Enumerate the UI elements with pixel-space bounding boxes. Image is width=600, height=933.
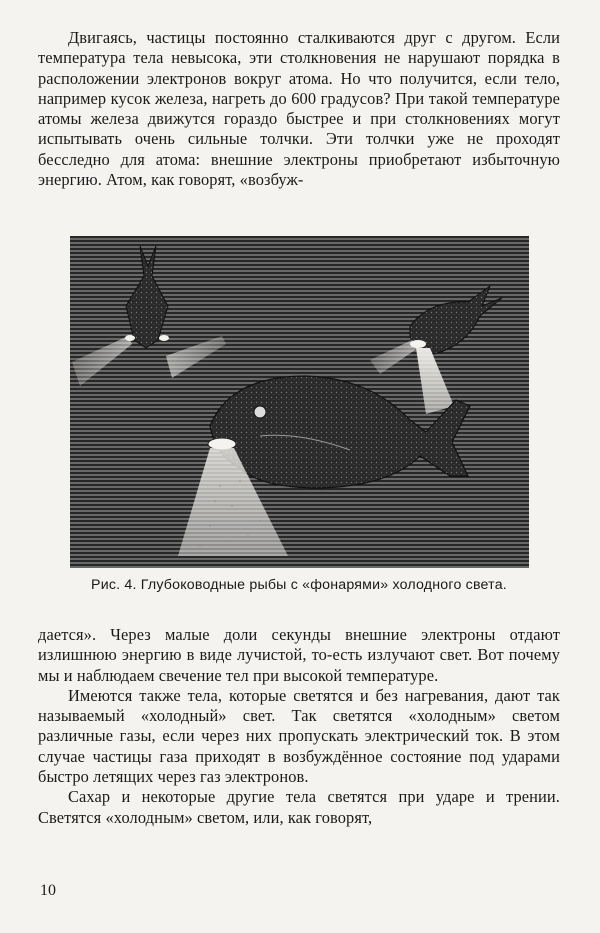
deep-sea-fish-illustration xyxy=(70,236,529,568)
figure-caption: Рис. 4. Глубоководные рыбы с «фонарями» холодного света. xyxy=(91,577,507,593)
text-block-bottom xyxy=(38,625,560,828)
paragraph: Двигаясь, частицы постоянно сталкиваются друг с другом. Если температура тела невысока, эти столкновения не нарушают порядка в расположении электронов вокруг атома. Но что получится, если тело, например кусок железа, нагреть до 600 градусов? При такой температуре атомы железа движутся гораздо быстрее и при столкновениях могут испытывать очень сильные толчки. Эти толчки уже не проходят бесследно для атома: внешние электроны приобретают избыточную энергию. Атом, как говорят, «возбуж- xyxy=(38,28,560,190)
paragraph: дается». Через малые доли секунды внешние электроны отдают излишнюю энергию в виде лучистой, то-есть излучают свет. Вот почему мы и наблюдаем свечение тел при высокой температуре. xyxy=(38,625,560,685)
paragraph: Имеются также тела, которые светятся и без нагревания, дают так называемый «холодный» свет. Так светятся «холодным» светом различные газы, если через них пропускать электрический ток. В этом случае частицы газа приходят в возбуждённое состояние под ударами быстро летящих через газ электронов. xyxy=(38,685,560,787)
paragraph: Сахар и некоторые другие тела светятся при ударе и трении. Светятся «холодным» светом, или, как говорят, xyxy=(38,787,560,827)
figure-illustration xyxy=(70,236,529,568)
text-block-top xyxy=(38,28,560,190)
page-number: 10 xyxy=(40,882,56,899)
